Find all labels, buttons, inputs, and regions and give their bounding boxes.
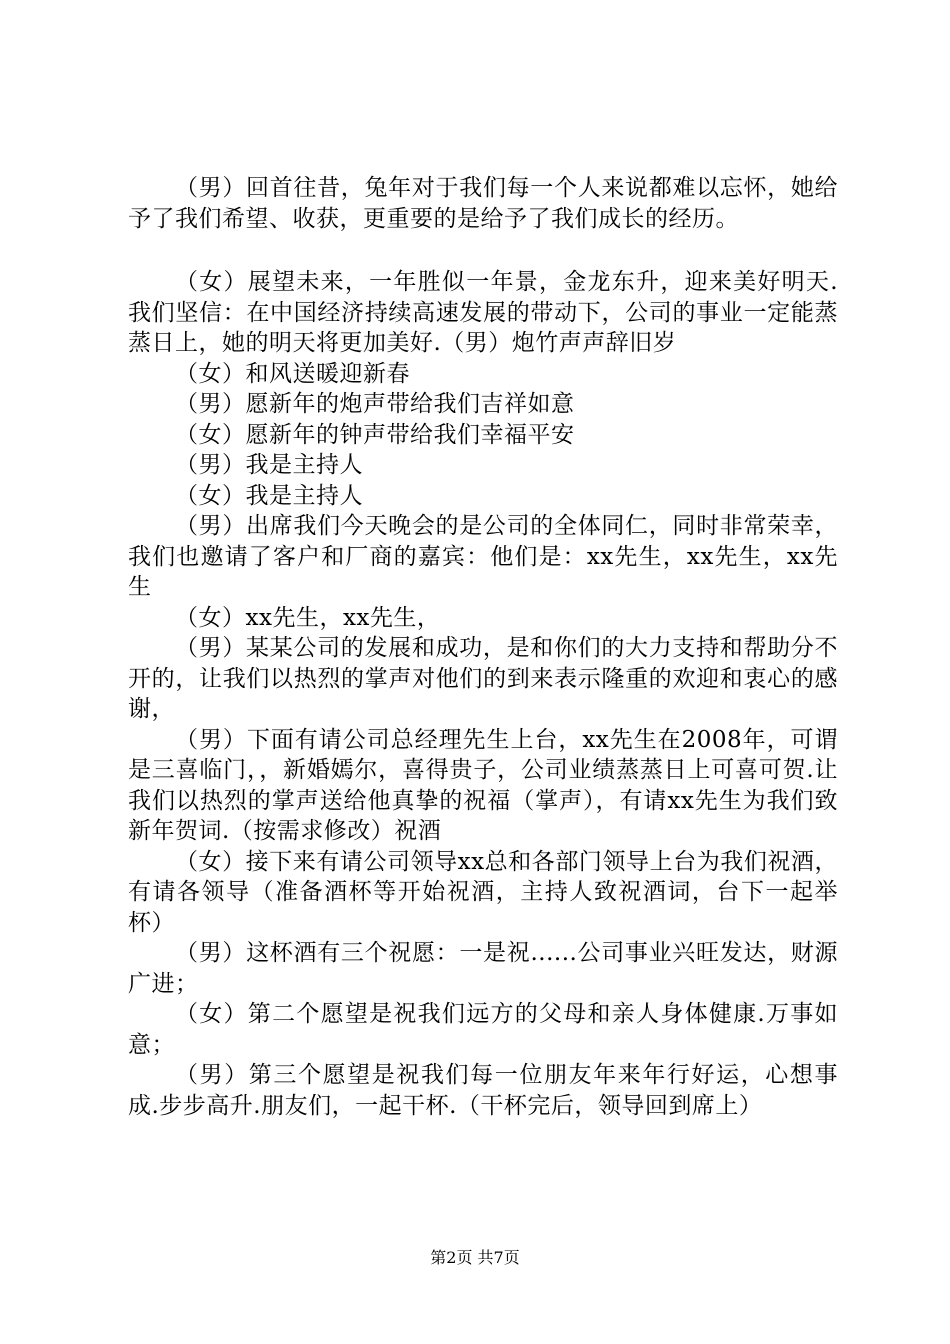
paragraph: （男）下面有请公司总经理先生上台，xx先生在2008年，可谓是三喜临门，，新婚嫣尔，喜得贵子，公司业绩蒸蒸日上可喜可贺.让我们以热烈的掌声送给他真挚的祝福（掌声），有请xx先生为我们致新年贺词.（按需求修改）祝酒 — [128, 726, 838, 844]
paragraph: （女）展望未来，一年胜似一年景，金龙东升，迎来美好明天.我们坚信：在中国经济持续高速发展的带动下，公司的事业一定能蒸蒸日上，她的明天将更加美好.（男）炮竹声声辞旧岁 — [128, 269, 838, 356]
paragraph: （男）第三个愿望是祝我们每一位朋友年来年行好运，心想事成.步步高升.朋友们，一起干杯.（干杯完后，领导回到席上） — [128, 1062, 838, 1119]
document-body — [128, 173, 838, 1121]
paragraph: （女）我是主持人 — [175, 482, 363, 509]
paragraph: （男）这杯酒有三个祝愿：一是祝......公司事业兴旺发达，财源广进； — [128, 940, 838, 997]
paragraph: （男）愿新年的炮声带给我们吉祥如意 — [175, 391, 575, 417]
paragraph: （男）某某公司的发展和成功，是和你们的大力支持和帮助分不开的，让我们以热烈的掌声对他们的到来表示隆重的欢迎和衷心的感谢， — [128, 635, 838, 722]
paragraph: （女）xx先生，xx先生， — [175, 604, 441, 631]
page-number-label: 第2页 共7页 — [430, 1248, 520, 1267]
paragraph: （男）我是主持人 — [175, 452, 363, 478]
page-footer — [0, 1245, 950, 1268]
paragraph: （女）接下来有请公司领导xx总和各部门领导上台为我们祝酒，有请各领导（准备酒杯等开始祝酒，主持人致祝酒词，台下一起举杯） — [128, 848, 838, 936]
paragraph: （女）第二个愿望是祝我们远方的父母和亲人身体健康.万事如意； — [128, 1001, 838, 1058]
paragraph: （男）出席我们今天晚会的是公司的全体同仁，同时非常荣幸，我们也邀请了客户和厂商的嘉宾：他们是：xx先生，xx先生，xx先生 — [128, 513, 838, 600]
paragraph: （女）和风送暖迎新春 — [175, 360, 410, 387]
paragraph: （男）回首往昔，兔年对于我们每一个人来说都难以忘怀，她给予了我们希望、收获，更重要的是给予了我们成长的经历。 — [128, 175, 838, 232]
paragraph: （女）愿新年的钟声带给我们幸福平安 — [175, 421, 575, 448]
